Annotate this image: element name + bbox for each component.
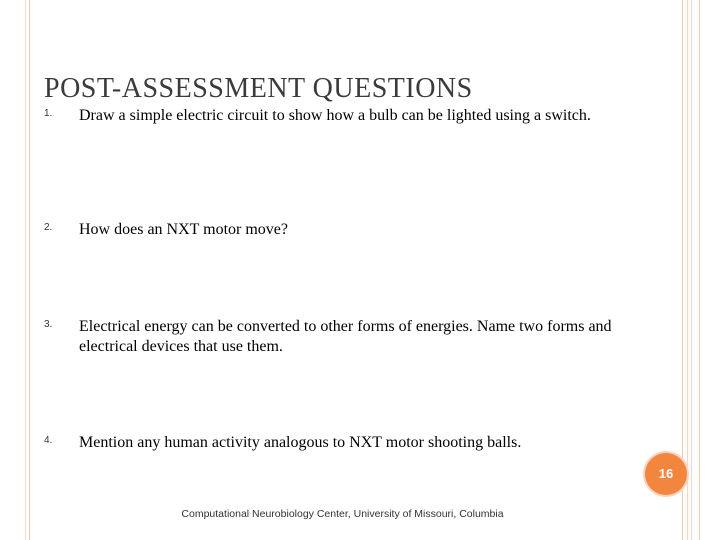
slide-title: POST-ASSESSMENT QUESTIONS	[44, 73, 473, 104]
list-item-number: 4.	[44, 435, 53, 446]
right-border-decoration	[682, 0, 700, 540]
page-number-badge: 16	[645, 453, 687, 495]
list-item-number: 2.	[44, 222, 53, 233]
list-item-text: Mention any human activity analogous to NXT motor shooting balls.	[79, 434, 522, 451]
left-border-decoration	[7, 0, 30, 540]
footer-text: Computational Neurobiology Center, University of Missouri, Columbia	[181, 508, 504, 520]
list-item-text: Draw a simple electric circuit to show how a bulb can be lighted using a switch.	[79, 107, 591, 124]
list-item-number: 1.	[44, 108, 53, 119]
list-item-number: 3.	[44, 319, 53, 330]
list-item-text: How does an NXT motor move?	[79, 221, 288, 238]
list-item-text: Electrical energy can be converted to other forms of energies. Name two forms and electrical devices that use them.	[79, 318, 612, 355]
